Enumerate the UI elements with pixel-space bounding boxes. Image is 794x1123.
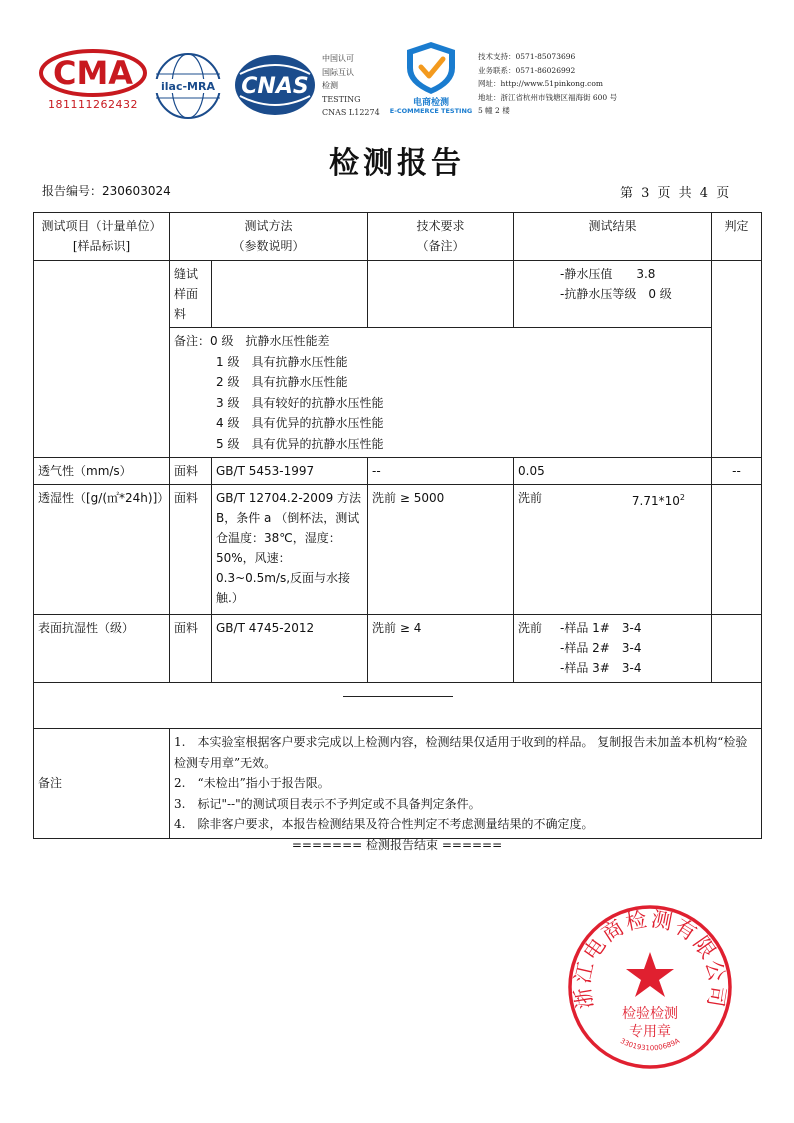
star-icon xyxy=(626,952,674,997)
cell-result xyxy=(514,261,712,328)
report-header xyxy=(0,0,794,130)
table-row xyxy=(34,458,762,485)
result-lines xyxy=(560,618,707,678)
cell-requirement: 洗前 ≥ 5000 xyxy=(368,485,514,615)
report-end-marker: ======= 检测报告结束 ====== xyxy=(291,838,503,852)
cell-method: GB/T 5453-1997 xyxy=(212,458,368,485)
header-method xyxy=(170,213,368,261)
remarks-content xyxy=(170,729,762,839)
remark-line: 1. 本实验室根据客户要求完成以上检测内容，检测结果仅适用于收到的样品。 复制报告未加盖本机构“检验检测专用章”无效。 xyxy=(174,735,748,770)
cell-result xyxy=(514,485,712,615)
cell-judge-empty xyxy=(712,261,762,458)
cell-method: GB/T 12704.2-2009 方法 B，条件 a （倒杯法，测试仓温度：38℃，湿度：50%，风速：0.3~0.5m/s,反面与水接触.） xyxy=(212,485,368,615)
header-result: 测试结果 xyxy=(514,213,712,261)
cma-number: 181111262432 xyxy=(48,98,138,111)
page-title: 检测报告 xyxy=(329,146,465,181)
contact-line: 技术支持：0571-85073696 xyxy=(478,52,576,61)
blank-cell xyxy=(34,683,762,729)
note-line: 1 级 具有抗静水压性能 xyxy=(216,354,348,369)
divider-line xyxy=(343,696,453,697)
cnas-line: CNAS L12274 xyxy=(322,108,380,117)
header-req-line: 技术要求 xyxy=(416,219,465,233)
cnas-line: 国际互认 xyxy=(322,67,354,77)
cell-req-empty xyxy=(368,261,514,328)
note-line: 5 级 具有优异的抗静水压性能 xyxy=(216,436,384,451)
cma-logo-graphic xyxy=(38,48,148,98)
cell-sample: 面料 xyxy=(170,458,212,485)
header-item xyxy=(34,213,170,261)
report-number xyxy=(42,182,171,199)
cell-result xyxy=(514,615,712,683)
cell-judge-empty xyxy=(712,615,762,683)
result-line: -样品 2# 3-4 xyxy=(560,641,642,655)
seal-graphic xyxy=(565,902,735,1072)
official-seal xyxy=(565,902,735,1072)
cell-judge-empty xyxy=(712,485,762,615)
contact-line: 地址：浙江省杭州市钱塘区福海街 600 号 xyxy=(478,92,618,102)
table-header-row xyxy=(34,213,762,261)
note-line: 2 级 具有抗静水压性能 xyxy=(216,375,348,389)
contact-info xyxy=(478,50,778,118)
remark-line: 3. 标记"--"的测试项目表示不予判定或不具备判定条件。 xyxy=(174,796,481,811)
remarks-row xyxy=(34,729,762,839)
table-row xyxy=(34,261,762,328)
cnas-logo xyxy=(232,52,318,118)
cell-method: GB/T 4745-2012 xyxy=(212,615,368,683)
result-line: -样品 1# 3-4 xyxy=(560,621,642,635)
header-method-line: （参数说明） xyxy=(232,239,305,253)
header-requirement xyxy=(368,213,514,261)
header-req-line: （备注） xyxy=(416,239,465,253)
cell-sample: 面料 xyxy=(170,485,212,615)
shield-icon xyxy=(385,38,477,96)
test-results-table xyxy=(33,212,762,839)
seal-inner-line1: 检验检测 xyxy=(622,1006,678,1022)
cell-requirement: -- xyxy=(368,458,514,485)
result-value xyxy=(632,488,707,511)
header-item-line: [样品标识] xyxy=(72,239,131,253)
seal-outer-textpath: 浙江电商检测有限公司 xyxy=(570,906,730,1011)
cell-method-empty xyxy=(212,261,368,328)
cell-item: 表面抗湿性（级） xyxy=(34,615,170,683)
ecommerce-en-text: E-COMMERCE TESTING xyxy=(389,107,473,115)
cnas-text: CNAS xyxy=(241,74,309,99)
ecommerce-cn-text: 电商检测 xyxy=(412,98,449,108)
cell-requirement: 洗前 ≥ 4 xyxy=(368,615,514,683)
cell-item-empty xyxy=(34,261,170,458)
report-number-value: 230603024 xyxy=(102,184,171,198)
cell-sample: 缝试样面料 xyxy=(170,261,212,328)
seal-inner-line2: 专用章 xyxy=(629,1024,671,1040)
cma-logo xyxy=(38,48,148,118)
remark-line: 4. 除非客户要求，本报告检测结果及符合性判定不考虑测量结果的不确定度。 xyxy=(174,817,594,831)
cell-sample: 面料 xyxy=(170,615,212,683)
ilac-logo-graphic xyxy=(152,50,224,122)
contact-line: 5 幢 2 楼 xyxy=(478,106,510,116)
page-indicator: 第 3 页 共 4 页 xyxy=(620,186,730,201)
result-exponent: 2 xyxy=(679,493,686,502)
cnas-line: 中国认可 xyxy=(322,54,354,63)
result-mantissa: 7.71*10 xyxy=(631,494,680,508)
seal-number-textpath: 3301931000689A xyxy=(618,1036,682,1053)
svg-text:CMA: CMA xyxy=(52,54,134,92)
ilac-text: ilac-MRA xyxy=(161,80,215,93)
header-judgement: 判定 xyxy=(712,213,762,261)
result-label: 洗前 xyxy=(518,621,543,635)
cnas-line: TESTING xyxy=(322,94,361,104)
contact-line: 业务联系：0571-86026992 xyxy=(478,65,576,75)
cnas-logo-graphic xyxy=(232,52,318,118)
result-line: -抗静水压等级 0 级 xyxy=(560,287,672,301)
grade-notes xyxy=(170,328,712,458)
header-method-line: 测试方法 xyxy=(244,219,293,233)
remarks-label: 备注 xyxy=(34,729,170,839)
contact-line: 网址：http://www.51pinkong.com xyxy=(478,79,603,89)
cell-judgement: -- xyxy=(712,458,762,485)
table-row xyxy=(34,615,762,683)
table-row-blank xyxy=(34,683,762,729)
result-line: -静水压值 3.8 xyxy=(560,267,656,281)
report-number-label: 报告编号： xyxy=(42,184,103,198)
result-line: -样品 3# 3-4 xyxy=(560,661,642,675)
result-label: 洗前 xyxy=(518,491,543,505)
cell-item: 透气性（mm/s） xyxy=(34,458,170,485)
ilac-mra-logo xyxy=(152,50,224,122)
note-line: 4 级 具有优异的抗静水压性能 xyxy=(216,416,384,430)
remark-line: 2. “未检出”指小于报告限。 xyxy=(174,776,330,790)
cell-result: 0.05 xyxy=(514,458,712,485)
note-line: 3 级 具有较好的抗静水压性能 xyxy=(216,395,384,410)
cell-item: 透湿性（[g/(㎡*24h)]） xyxy=(34,485,170,615)
note-line: 备注：0 级 抗静水压性能差 xyxy=(174,334,330,348)
cnas-line: 检测 xyxy=(322,81,338,90)
table-row xyxy=(34,485,762,615)
header-item-line: 测试项目（计量单位） xyxy=(41,219,162,233)
